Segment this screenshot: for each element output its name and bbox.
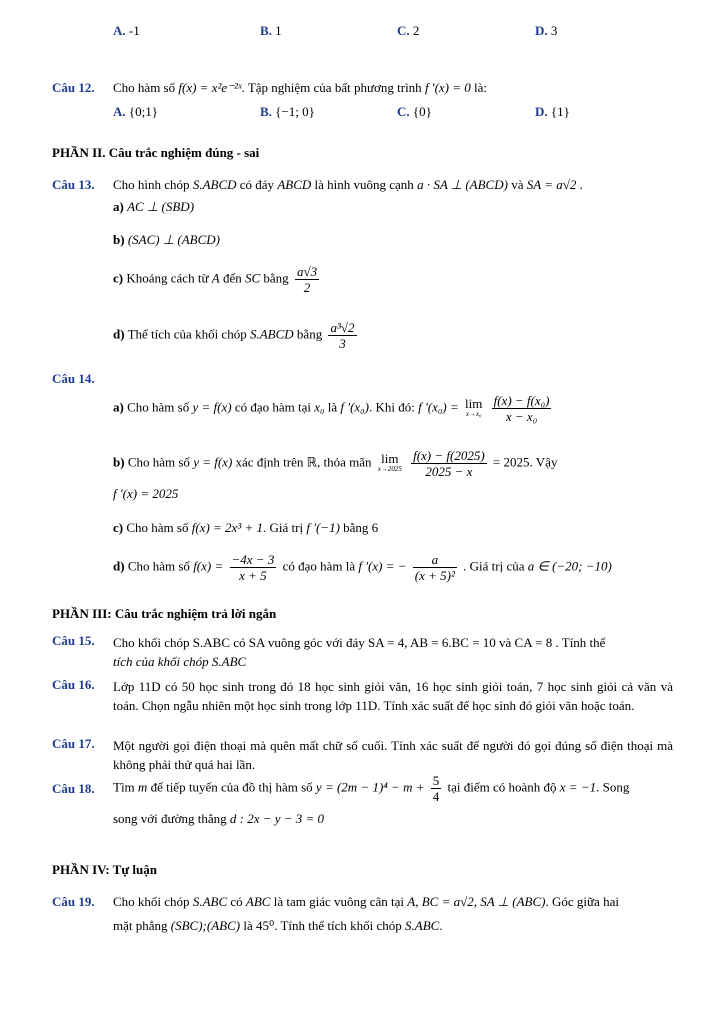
q13-c-fraction: $\frac{a√3}{2}$: [296, 264, 318, 295]
part4-heading: PHẦN IV: Tự luận: [52, 862, 157, 877]
part2-heading: PHẦN II. Câu trắc nghiệm đúng - sai: [52, 145, 260, 160]
q12-option-d: D. {1}: [535, 104, 570, 119]
q14-b-limit: lim x→2025: [377, 450, 402, 473]
q14-b-fraction: $\frac{f(x) - f(2025)}{2025 - x}$: [413, 448, 485, 479]
q15-line1: Cho khối chóp S.ABC có SA vuông góc với đáy SA = 4, AB = 6.BC = 10 và CA = 8 . Tính thể: [113, 635, 606, 650]
q19-line2: mặt phẳng (SBC);(ABC) là 45⁰. Tính thể tích khối chóp S.ABC.: [113, 918, 443, 933]
q13-statement-b: b) (SAC) ⊥ (ABCD): [113, 232, 221, 247]
q13-statement-c: c) Khoảng cách từ A đến SC bằng $\frac{a√3}{2}$: [113, 264, 318, 295]
q15-text: [113, 633, 673, 671]
q11-option-c: C. 2: [397, 23, 420, 38]
q14-d-fraction-1: $\frac{-4x - 3}{x + 5}$: [231, 552, 275, 583]
q13-d-fraction: $\frac{\text{a³√2}}{3}$: [330, 320, 355, 351]
q11-option-a: A. -1: [113, 23, 140, 38]
q13-stem: Cho hình chóp S.ABCD có đáy ABCD là hình vuông cạnh a · SA ⊥ (ABCD) và SA = a√2 .: [113, 177, 583, 192]
q14-label: Câu 14.: [52, 371, 95, 386]
q14-d-fraction-2: $\frac{a}{\text{(x + 5)²}}$: [414, 552, 455, 583]
q15-line2: tích của khối chóp S.ABC: [113, 654, 247, 669]
q14-statement-c: c) Cho hàm số f(x) = 2x³ + 1. Giá trị f '(−1) bằng 6: [113, 520, 379, 535]
q14-statement-b-line2: f '(x) = 2025: [113, 486, 179, 501]
q16-text: Lớp 11D có 50 học sinh trong đó 18 học sinh giỏi văn, 16 học sinh giỏi toán, 7 học sinh giỏi cả văn và toán. Chọn ngẫu nhiên một học sinh trong lớp 11D. Tính xác suất để học sinh đó giỏi văn hoặc toán.: [113, 679, 673, 713]
q12-label: Câu 12.: [52, 80, 95, 95]
q13-label: Câu 13.: [52, 177, 95, 192]
q17-label: Câu 17.: [52, 736, 95, 751]
q11-option-b: B. 1: [260, 23, 282, 38]
q14-statement-b: b) Cho hàm số y = f(x) xác định trên ℝ, thỏa mãn lim x→2025 $\frac{f(x) - f(2025)}{2025 - x}$ = 2025. Vậy: [113, 448, 558, 479]
part3-heading: PHẦN III: Câu trắc nghiệm trả lời ngắn: [52, 606, 277, 621]
q19-label: Câu 19.: [52, 894, 95, 909]
q13-statement-a: a) AC ⊥ (SBD): [113, 199, 195, 214]
q11-option-d: D. 3: [535, 23, 558, 38]
q18-fraction: $\frac{5}{4}$: [432, 773, 440, 804]
q18-label: Câu 18.: [52, 781, 95, 796]
q17-text: Một người gọi điện thoại mà quên mất chữ số cuối. Tính xác suất để người đó gọi đúng số điện thoại mà không phải thử quá hai lần.: [113, 738, 673, 772]
q14-statement-a: a) Cho hàm số y = f(x) có đạo hàm tại x₀ là f '(x₀). Khi đó: f '(x₀) = lim x→x₀ $\frac{\text{f(x) − f(x₀)}}{\text{x − x₀}}$: [113, 393, 550, 424]
q12-option-b: B. {−1; 0}: [260, 104, 315, 119]
q14-statement-d: d) Cho hàm số f(x) = $\frac{-4x - 3}{x + 5}$ có đạo hàm là f '(x) = − $\frac{a}{\text{(x + 5)²}}$ . Giá trị của a ∈ (−20; −10): [113, 552, 612, 583]
q12-option-a: A. {0;1}: [113, 104, 158, 119]
q14-a-limit: lim x→x₀: [465, 395, 483, 418]
q15-label: Câu 15.: [52, 633, 95, 648]
q18-line2: song với đường thẳng d : 2x − y − 3 = 0: [113, 811, 325, 826]
q19-line1: Cho khối chóp S.ABC có ABC là tam giác vuông cân tại A, BC = a√2, SA ⊥ (ABC). Góc giữa hai: [113, 894, 619, 909]
q18-line1: Tìm m để tiếp tuyến của đồ thị hàm số y = (2m − 1)⁴ − m + $\frac{5}{4}$ tại điểm có hoành độ x = −1. Song: [113, 773, 630, 804]
q12-stem: Cho hàm số f(x) = x²e⁻²ˣ. Tập nghiệm của bất phương trình f '(x) = 0 là:: [113, 80, 488, 95]
q13-statement-d: d) Thể tích của khối chóp S.ABCD bằng $\frac{\text{a³√2}}{3}$: [113, 320, 355, 351]
q14-a-fraction: $\frac{\text{f(x) − f(x₀)}}{\text{x − x₀}}$: [493, 393, 550, 424]
q12-option-c: C. {0}: [397, 104, 432, 119]
q16-label: Câu 16.: [52, 677, 95, 692]
